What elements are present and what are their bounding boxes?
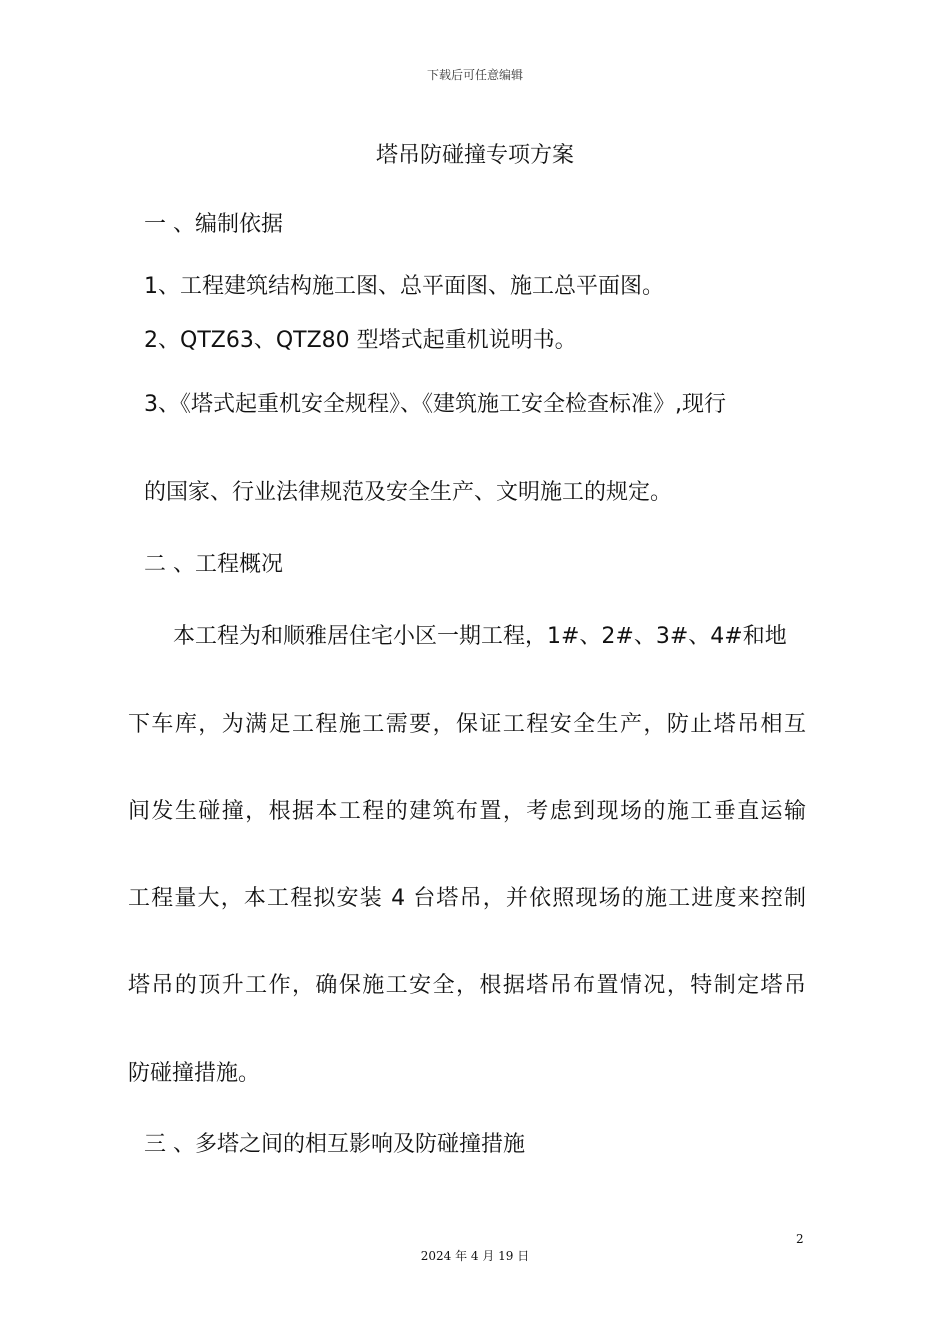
basis-item-3-line-1: 3、《塔式起重机安全规程》、《建筑施工安全检查标准》,现行	[144, 392, 726, 417]
section-heading-2: 二 、工程概况	[144, 552, 283, 577]
overview-line-3: 间发生碰撞，根据本工程的建筑布置，考虑到现场的施工垂直运输	[128, 799, 806, 824]
overview-line-6: 防碰撞措施。	[128, 1061, 261, 1086]
page-number: 2	[796, 1232, 804, 1246]
overview-line-2: 下车库，为满足工程施工需要，保证工程安全生产，防止塔吊相互	[128, 712, 806, 737]
basis-item-2: 2、QTZ63、QTZ80 型塔式起重机说明书。	[144, 328, 577, 353]
overview-line-1: 本工程为和顺雅居住宅小区一期工程，1#、2#、3#、4#和地	[173, 624, 787, 649]
overview-line-4: 工程量大，本工程拟安装 4 台塔吊，并依照现场的施工进度来控制	[128, 886, 806, 911]
page-header: 下载后可任意编辑	[426, 68, 523, 82]
document-title: 塔吊防碰撞专项方案	[375, 143, 574, 168]
basis-item-1: 1、工程建筑结构施工图、总平面图、施工总平面图。	[144, 274, 664, 299]
section-heading-1: 一 、编制依据	[144, 212, 283, 237]
footer-date: 2024 年 4 月 19 日	[420, 1249, 530, 1263]
section-heading-3: 三 、多塔之间的相互影响及防碰撞措施	[144, 1132, 525, 1157]
basis-item-3-line-2: 的国家、行业法律规范及安全生产、文明施工的规定。	[144, 480, 673, 505]
overview-line-5: 塔吊的顶升工作，确保施工安全，根据塔吊布置情况，特制定塔吊	[128, 973, 806, 998]
